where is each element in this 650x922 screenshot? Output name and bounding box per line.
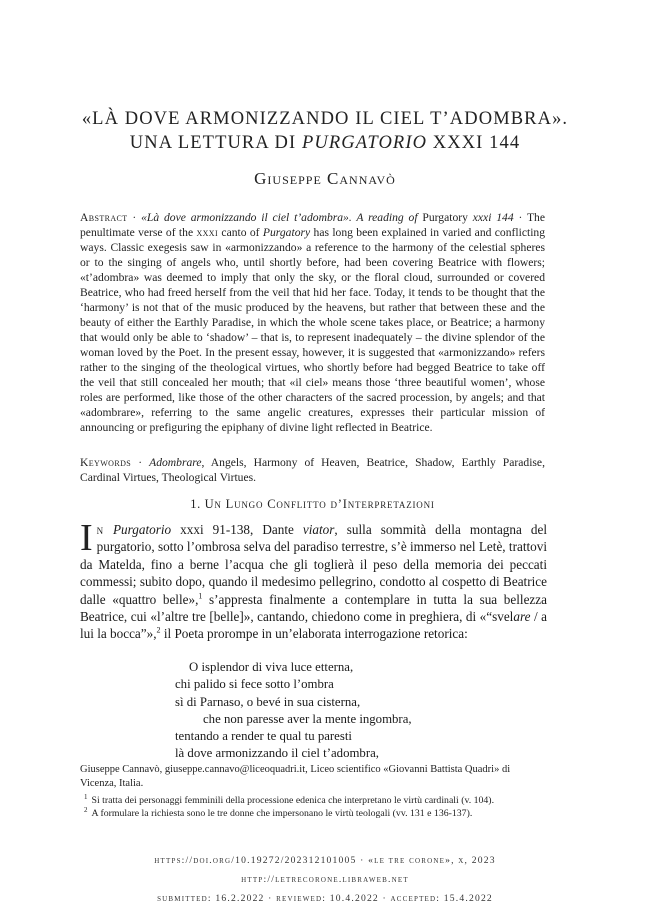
title-work: PURGATORIO: [301, 133, 428, 153]
keywords-rest: , Angels, Harmony of Heaven, Beatrice, Shadow, Earthly Paradise, Cardinal Virtues, Theological Virtues.: [80, 456, 545, 484]
body-text-d: il Poeta prorompe in un’elaborata interrogazione retorica:: [160, 626, 468, 642]
keywords-label: Keywords: [80, 456, 132, 469]
verse-line: là dove armonizzando il ciel t’adombra,: [175, 746, 379, 761]
body-text-a: , sulla sommità della montagna del purgatorio, sotto l’ombrosa selva del paradiso terrestre, s’è immerso nel Letè, trattovi da Matelda, fino a berne l’acqua che gli toglierà il peso della memoria dei peccati commessi; subito dopo, quando il medesimo pellegrino, condotto al cospetto di Beatrice dalle «quattro belle»,: [80, 522, 547, 607]
body-lead: n: [96, 522, 113, 537]
abstract-text-1: · The penultimate verse of the: [80, 211, 545, 239]
title-suffix: XXXI 144: [427, 133, 521, 153]
abstract-title: «Là dove armonizzando il ciel t’adombra». A reading of: [141, 211, 423, 224]
verse-line: che non paresse aver la mente ingombra,: [203, 711, 412, 726]
body-viator: viator: [302, 522, 335, 537]
keywords-sep: ·: [131, 456, 150, 469]
body-are: are: [513, 609, 531, 625]
verse-quotation: [175, 659, 475, 763]
footnote-1: [80, 794, 547, 807]
author-affiliation: Giuseppe Cannavò, giuseppe.cannavo@liceoquadri.it, Liceo scientifico «Giovanni Battista Quadri» di Vicenza, Italia.: [80, 764, 511, 789]
verse-line: tentando a render te qual tu paresti: [175, 729, 352, 744]
article-title-line-2: [40, 131, 610, 155]
abstract-title-ref: xxxi 144: [467, 211, 514, 224]
abstract-canto: xxxi: [196, 226, 219, 239]
title-prefix: UNA LETTURA DI: [129, 133, 302, 153]
body-paragraph: [80, 517, 547, 643]
abstract: [80, 210, 545, 435]
drop-cap: I: [80, 517, 93, 559]
footnote-number: 1: [84, 792, 88, 801]
keywords: [80, 455, 545, 485]
article-title-line-1: «LÀ DOVE ARMONIZZANDO IL CIEL T’ADOMBRA».: [81, 109, 569, 129]
submission-dates: submitted: 16.2.2022 · reviewed: 10.4.2022 · accepted: 15.4.2022: [157, 893, 493, 904]
doi-link[interactable]: https://doi.org/10.19272/202312101005 · «le tre corone», x, 2023: [154, 855, 496, 866]
footnote-2: [80, 807, 547, 820]
footnote-ref-1[interactable]: 1: [198, 591, 203, 601]
abstract-label: Abstract: [80, 211, 128, 224]
section-heading: [80, 497, 545, 512]
abstract-title-work: Purgatory: [422, 211, 468, 224]
body-text-b: s’appresta finalmente a contemplare in tutta la sua bellezza Beatrice, cui «l’altre tre [belle]», cantando, chiedono come in preghiera, di «“svel: [80, 591, 547, 625]
footnote-text: A formulare la richiesta sono le tre donne che impersonano le virtù teologali (vv. 131 e 136-137).: [91, 808, 473, 819]
section-number: 1.: [190, 497, 201, 511]
verse-line: sì di Parnaso, o bevé in sua cisterna,: [175, 694, 361, 709]
abstract-text-3: has long been explained in varied and conflicting ways. Classic exegesis saw in «armonizzando» a reference to the harmony of the celestial spheres or to the singing of angels who, until shortly before, had been covering Beatrice with flowers; «t’adombra» was deemed to imply that only the sky, or the floral cloud, surrounded or covered Beatrice, who had freed herself from the veil that hid her face. Today, it tends to be thought that the ‘harmony’ is not that of the music produced by the heavens, but rather that between these and the beauty of either the Earthly Paradise, in which the whole scene takes place, or Beatrice; a harmony that would only be able to ‘shadow’ – that is, to represent inadequately – the divine splendor of the woman loved by the Poet. In the present essay, however, it is suggested that «armonizzando» refers rather to the singing of the theological virtues, who shortly before had begged Beatrice to take off the veil that still concealed her mouth; that «il ciel» means those ‘three beautiful women’, whose roles are performed, like those of the other characters of the sacred procession, by angels; and that «adombrare», referring to the same angelic creatures, expresses their particular mission of announcing or prefiguring the epiphany of divine light reflected in Beatrice.: [80, 226, 546, 434]
verse-line: chi palido si fece sotto l’ombra: [175, 677, 334, 692]
section-title: Un Lungo Conflitto d’Interpretazioni: [204, 497, 435, 511]
footnote-text: Si tratta dei personaggi femminili della processione edenica che interpretano le virtù cardinali (v. 104).: [91, 795, 495, 806]
footnote-ref-2[interactable]: 2: [156, 626, 161, 636]
footnote-number: 2: [84, 805, 88, 814]
body-purgatorio: Purgatorio: [113, 522, 172, 537]
abstract-purgatory: Purgatory: [262, 226, 311, 239]
body-ref: xxxi 91-138, Dante: [171, 522, 303, 537]
keyword-first: Adombrare: [149, 456, 202, 469]
footnotes: [80, 763, 547, 820]
abstract-text-2: canto of: [218, 226, 263, 239]
body-text-c: / a lui la bocca”»,: [80, 609, 547, 642]
journal-url-link[interactable]: http://letrecorone.libraweb.net: [241, 874, 409, 885]
abstract-sep: ·: [127, 211, 142, 224]
author-name: Giuseppe Cannavò: [254, 169, 396, 188]
verse-line: O isplendor di viva luce etterna,: [189, 660, 354, 674]
